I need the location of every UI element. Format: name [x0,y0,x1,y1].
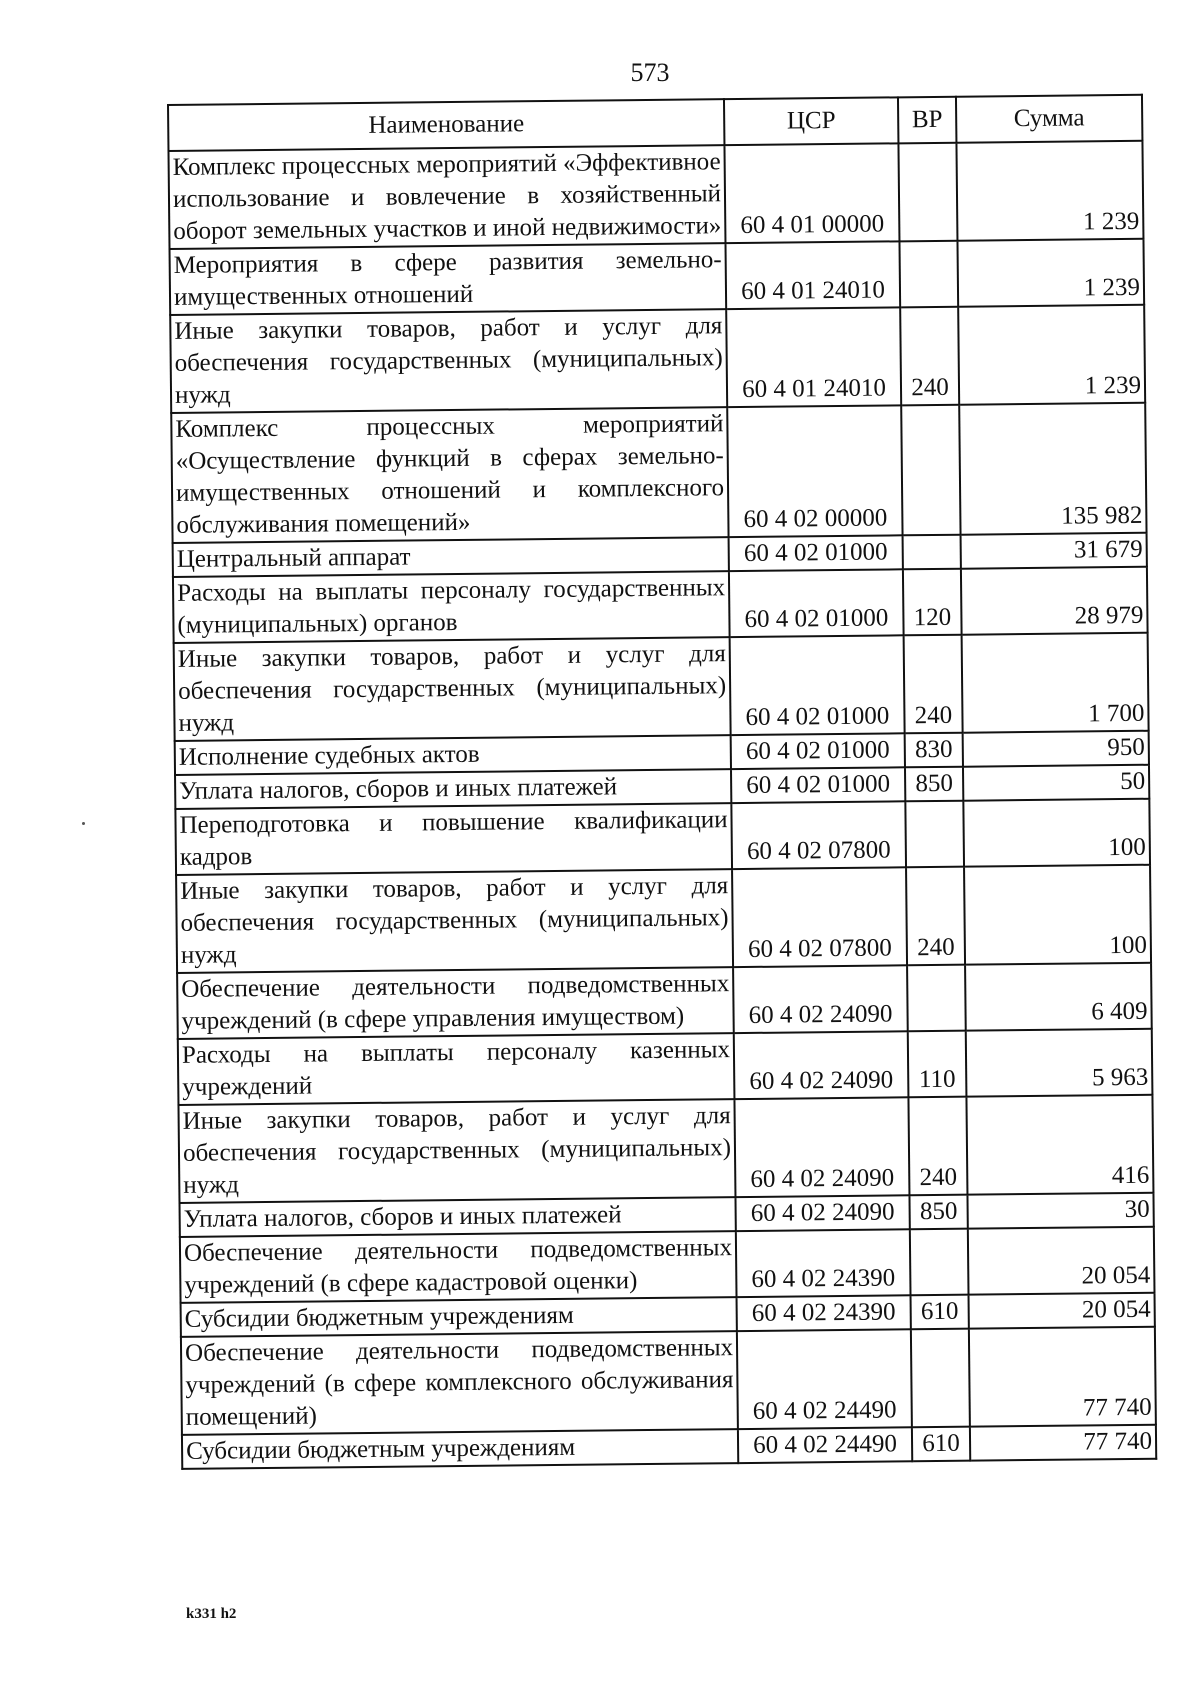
row-sum: 1 239 [956,141,1143,241]
row-sum: 6 409 [965,963,1152,1031]
table-row [176,865,1151,973]
table-row [181,1327,1156,1435]
row-name: Центральный аппарат [173,537,729,577]
row-vr: 850 [905,767,963,802]
table-row [180,1227,1155,1303]
row-vr: 240 [904,635,963,734]
page-number: 573 [630,58,670,87]
row-sum: 30 [967,1193,1153,1229]
row-csr: 60 4 02 07800 [732,867,907,967]
table-row [178,1029,1153,1105]
row-name: Обеспечение деятельности подведомственных учреждений (в сфере кадастровой оценки) [180,1231,737,1303]
table-row [178,1095,1153,1203]
header-csr: ЦСР [724,97,898,145]
table-row [174,633,1149,741]
row-vr [905,801,964,868]
row-sum: 1 239 [957,239,1144,307]
row-csr: 60 4 02 24090 [733,965,908,1033]
table-row [171,403,1146,543]
row-vr [901,405,960,536]
row-sum: 50 [963,765,1149,801]
row-csr: 60 4 02 24090 [735,1195,909,1231]
row-sum: 950 [963,731,1149,767]
row-name: Комплекс процессных мероприятий «Эффективное использование и вовлечение в хозяйственный оборот земельных участков и иной недвижимости» [168,145,725,249]
row-vr: 240 [900,307,959,406]
budget-table [167,94,1157,1470]
row-name: Уплата налогов, сборов и иных платежей [175,769,731,809]
row-name: Расходы на выплаты персоналу государственных (муниципальных) органов [173,571,730,643]
row-csr: 60 4 02 24490 [737,1329,912,1429]
row-sum: 28 979 [961,567,1148,635]
row-vr [903,535,961,570]
row-vr [911,1329,970,1428]
row-name: Мероприятия в сфере развития земельно-имущественных отношений [170,243,727,315]
row-sum: 5 963 [966,1029,1153,1097]
row-name: Иные закупки товаров, работ и услуг для обеспечения государственных (муниципальных) нужд [178,1099,735,1203]
row-csr: 60 4 02 24090 [734,1097,909,1197]
row-csr: 60 4 02 01000 [731,767,905,803]
row-vr: 850 [909,1195,967,1230]
table-row [173,567,1148,643]
header-name: Наименование [168,99,724,151]
row-name: Иные закупки товаров, работ и услуг для обеспечения государственных (муниципальных) нужд [170,309,727,413]
row-csr: 60 4 02 01000 [731,733,905,769]
scan-speck [82,822,85,825]
row-csr: 60 4 01 24010 [725,241,900,309]
row-name: Субсидии бюджетным учреждениям [182,1429,738,1469]
row-vr: 830 [905,733,963,768]
table-row [170,305,1145,413]
row-name: Субсидии бюджетным учреждениям [181,1297,737,1337]
row-sum: 77 740 [969,1327,1156,1427]
header-sum: Сумма [956,95,1142,143]
row-vr: 240 [908,1097,967,1196]
row-sum: 100 [964,865,1151,965]
row-name: Иные закупки товаров, работ и услуг для обеспечения государственных (муниципальных) нужд [176,869,733,973]
row-csr: 60 4 02 24490 [738,1427,912,1463]
row-name: Обеспечение деятельности подведомственных учреждений (в сфере комплексного обслуживания помещений) [181,1331,738,1435]
row-csr: 60 4 01 24010 [726,307,901,407]
row-sum: 135 982 [959,403,1146,535]
row-vr: 240 [906,867,965,966]
row-sum: 20 054 [969,1293,1155,1329]
row-sum: 31 679 [961,533,1147,569]
row-sum: 20 054 [968,1227,1155,1295]
header-vr: ВР [898,97,956,144]
row-vr: 610 [912,1427,970,1462]
row-csr: 60 4 02 01000 [729,569,904,637]
row-name: Расходы на выплаты персоналу казенных учреждений [178,1033,735,1105]
row-name: Иные закупки товаров, работ и услуг для обеспечения государственных (муниципальных) нужд [174,637,731,741]
table-row [177,963,1152,1039]
row-vr [898,143,957,242]
row-csr: 60 4 02 24390 [737,1295,911,1331]
footer-code: k331 h2 [186,1606,237,1622]
row-sum: 1 239 [958,305,1145,405]
table-row [168,141,1143,249]
row-sum: 1 700 [962,633,1149,733]
row-vr [907,965,966,1032]
row-csr: 60 4 01 00000 [724,143,899,243]
row-name: Переподготовка и повышение квалификации кадров [175,803,732,875]
row-csr: 60 4 02 24390 [736,1229,911,1297]
row-name: Комплекс процессных мероприятий «Осуществление функций в сферах земельно-имущественных отношений и комплексного обслуживания помещений» [171,407,728,543]
row-sum: 100 [963,799,1150,867]
row-csr: 60 4 02 07800 [731,801,906,869]
row-vr [899,241,958,308]
row-csr: 60 4 02 01000 [729,535,903,571]
row-sum: 77 740 [970,1425,1156,1461]
row-vr: 120 [903,569,962,636]
row-sum: 416 [966,1095,1153,1195]
row-vr [910,1229,969,1296]
row-vr: 610 [911,1295,969,1330]
row-name: Исполнение судебных актов [175,735,731,775]
table-row [175,799,1150,875]
row-csr: 60 4 02 00000 [727,405,902,537]
row-vr: 110 [908,1031,967,1098]
row-csr: 60 4 02 24090 [734,1031,909,1099]
table-row [170,239,1145,315]
row-csr: 60 4 02 01000 [730,635,905,735]
row-name: Уплата налогов, сборов и иных платежей [180,1197,736,1237]
row-name: Обеспечение деятельности подведомственных учреждений (в сфере управления имуществом) [177,967,734,1039]
